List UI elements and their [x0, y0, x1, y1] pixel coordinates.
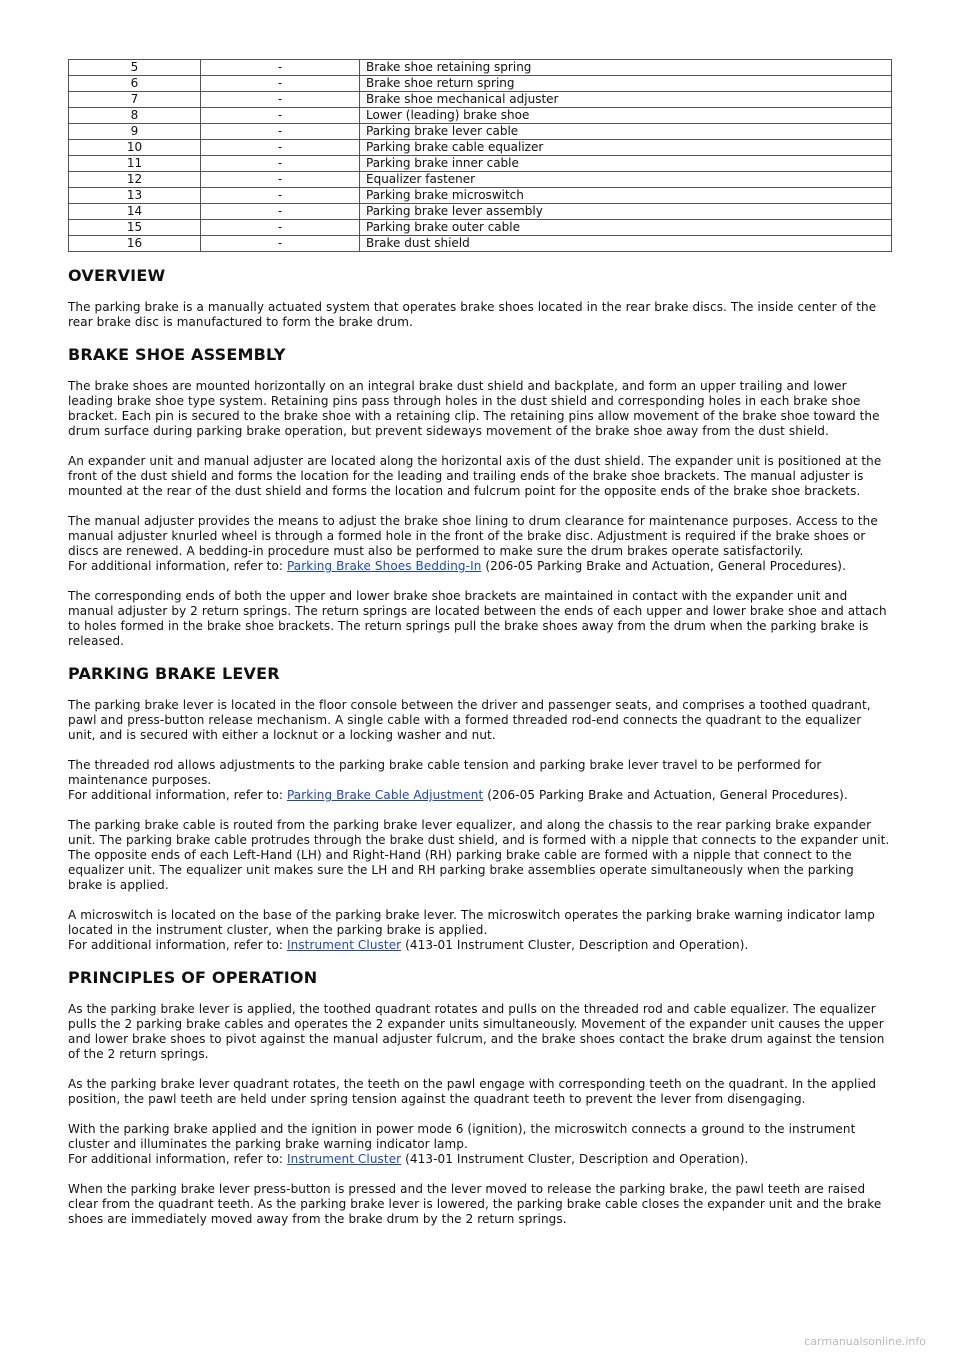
table-row: [69, 172, 892, 188]
parking-brake-lever-heading: PARKING BRAKE LEVER: [68, 664, 280, 683]
table-row: [69, 60, 892, 76]
table-row: [69, 76, 892, 92]
table-row: [69, 236, 892, 252]
part-number: 7: [69, 92, 201, 108]
part-number: 6: [69, 76, 201, 92]
principles-paragraph-3-text: With the parking brake applied and the ignition in power mode 6 (ignition), the microswitch connects a ground to the instrument cluster and illuminates the parking brake warning indicator lamp.: [68, 1122, 856, 1151]
part-number: 15: [69, 220, 201, 236]
table-row: [69, 124, 892, 140]
lever-paragraph-2-text: The threaded rod allows adjustments to the parking brake cable tension and parking brake lever travel to be performed for maintenance purposes.: [68, 758, 822, 787]
part-separator: -: [201, 236, 360, 252]
table-row: [69, 108, 892, 124]
instrument-cluster-link[interactable]: Instrument Cluster: [286, 938, 402, 952]
principles-paragraph-3: [68, 1122, 892, 1167]
part-description: Brake shoe return spring: [360, 76, 892, 92]
part-description: Parking brake outer cable: [360, 220, 892, 236]
part-number: 12: [69, 172, 201, 188]
instrument-cluster-link-2[interactable]: Instrument Cluster: [286, 1152, 402, 1166]
table-row: [69, 92, 892, 108]
lever-ref2-prefix: For additional information, refer to:: [68, 938, 287, 952]
shoe-paragraph-2: An expander unit and manual adjuster are located along the horizontal axis of the dust shield. The expander unit is positioned at the front of the dust shield and forms the location for the leading and trailing ends of the brake shoe brackets. The manual adjuster is mounted at the rear of the dust shield and forms the location and fulcrum point for the opposite ends of the brake shoe brackets.: [68, 454, 882, 498]
part-number: 11: [69, 156, 201, 172]
part-number: 8: [69, 108, 201, 124]
part-description: Lower (leading) brake shoe: [360, 108, 892, 124]
part-separator: -: [201, 188, 360, 204]
part-separator: -: [201, 204, 360, 220]
table-row: [69, 188, 892, 204]
part-separator: -: [201, 92, 360, 108]
lever-ref-suffix: (206-05 Parking Brake and Actuation, General Procedures).: [483, 788, 848, 802]
part-description: Parking brake lever cable: [360, 124, 892, 140]
principles-paragraph-1: As the parking brake lever is applied, the toothed quadrant rotates and pulls on the threaded rod and cable equalizer. The equalizer pulls the 2 parking brake cables and operates the 2 expander units simultaneously. Movement of the expander unit causes the upper and lower brake shoes to pivot against the manual adjuster fulcrum, and the brake shoes contact the brake drum against the tension of the 2 return springs.: [68, 1002, 885, 1061]
lever-paragraph-2: [68, 758, 892, 803]
shoe-paragraph-3-text: The manual adjuster provides the means to adjust the brake shoe lining to drum clearance for maintenance purposes. Access to the manual adjuster knurled wheel is through a formed hole in the front of the brake disc. Adjustment is required if the brake shoes or discs are renewed. A bedding-in procedure must also be performed to make sure the drum brakes operate satisfactorily.: [68, 514, 878, 558]
lever-paragraph-3: The parking brake cable is routed from the parking brake lever equalizer, and along the chassis to the rear parking brake expander unit. The parking brake cable protrudes through the brake dust shield, and is formed with a nipple that connects to the expander unit. The opposite ends of each Left-Hand (LH) and Right-Hand (RH) parking brake cable are formed with a nipple that connect to the equalizer unit. The equalizer unit makes sure the LH and RH parking brake assemblies operate simultaneously when the parking brake is applied.: [68, 818, 890, 892]
part-description: Brake shoe mechanical adjuster: [360, 92, 892, 108]
shoe-paragraph-1: The brake shoes are mounted horizontally on an integral brake dust shield and backplate, and form an upper trailing and lower leading brake shoe type system. Retaining pins pass through holes in the dust shield and corresponding holes in each brake shoe bracket. Each pin is secured to the brake shoe with a retaining clip. The retaining pins allow movement of the brake shoe toward the drum surface during parking brake operation, but prevent sideways movement of the brake shoe away from the dust shield.: [68, 379, 880, 438]
part-description: Parking brake cable equalizer: [360, 140, 892, 156]
shoe-ref-prefix: For additional information, refer to:: [68, 559, 287, 573]
table-row: [69, 140, 892, 156]
shoe-ref-suffix: (206-05 Parking Brake and Actuation, General Procedures).: [481, 559, 846, 573]
part-number: 5: [69, 60, 201, 76]
overview-paragraph-1: The parking brake is a manually actuated system that operates brake shoes located in the rear brake discs. The inside center of the rear brake disc is manufactured to form the brake drum.: [68, 300, 877, 329]
part-description: Equalizer fastener: [360, 172, 892, 188]
table-row: [69, 204, 892, 220]
part-separator: -: [201, 220, 360, 236]
part-description: Parking brake inner cable: [360, 156, 892, 172]
principles-ref-suffix: (413-01 Instrument Cluster, Description and Operation).: [401, 1152, 749, 1166]
part-separator: -: [201, 76, 360, 92]
part-separator: -: [201, 60, 360, 76]
part-separator: -: [201, 172, 360, 188]
parts-table: [68, 59, 892, 252]
principles-paragraph-2: As the parking brake lever quadrant rotates, the teeth on the pawl engage with corresponding teeth on the quadrant. In the applied position, the pawl teeth are held under spring tension against the quadrant teeth to prevent the lever from disengaging.: [68, 1077, 877, 1106]
lever-ref-prefix: For additional information, refer to:: [68, 788, 287, 802]
document-page: [68, 59, 892, 1242]
lever-paragraph-4-text: A microswitch is located on the base of the parking brake lever. The microswitch operates the parking brake warning indicator lamp located in the instrument cluster, when the parking brake is applied.: [68, 908, 875, 937]
part-number: 9: [69, 124, 201, 140]
part-description: Brake dust shield: [360, 236, 892, 252]
part-number: 16: [69, 236, 201, 252]
overview-heading: OVERVIEW: [68, 266, 166, 285]
watermark: carmanualsonline.info: [804, 1335, 926, 1348]
lever-paragraph-1: The parking brake lever is located in the floor console between the driver and passenger seats, and comprises a toothed quadrant, pawl and press-button release mechanism. A single cable with a formed threaded rod-end connects the quadrant to the equalizer unit, and is secured with either a locknut or a locking washer and nut.: [68, 698, 871, 742]
part-description: Parking brake lever assembly: [360, 204, 892, 220]
principles-paragraph-4: When the parking brake lever press-button is pressed and the lever moved to release the parking brake, the pawl teeth are raised clear from the quadrant teeth. As the parking brake lever is lowered, the parking brake cable closes the expander unit and the brake shoes are immediately moved away from the brake drum by the 2 return springs.: [68, 1182, 882, 1226]
table-row: [69, 156, 892, 172]
part-number: 13: [69, 188, 201, 204]
brake-shoe-heading: BRAKE SHOE ASSEMBLY: [68, 345, 286, 364]
part-description: Parking brake microswitch: [360, 188, 892, 204]
part-separator: -: [201, 124, 360, 140]
principles-heading: PRINCIPLES OF OPERATION: [68, 968, 318, 987]
part-description: Brake shoe retaining spring: [360, 60, 892, 76]
part-number: 14: [69, 204, 201, 220]
parking-brake-cable-adjustment-link[interactable]: Parking Brake Cable Adjustment: [286, 788, 484, 802]
part-separator: -: [201, 108, 360, 124]
lever-ref2-suffix: (413-01 Instrument Cluster, Description and Operation).: [401, 938, 749, 952]
part-separator: -: [201, 140, 360, 156]
part-separator: -: [201, 156, 360, 172]
lever-paragraph-4: [68, 908, 892, 953]
shoe-paragraph-3: [68, 514, 892, 574]
shoe-paragraph-4: The corresponding ends of both the upper and lower brake shoe brackets are maintained in contact with the expander unit and manual adjuster by 2 return springs. The return springs are located between the ends of each upper and lower brake shoe and attach to holes formed in the brake shoe brackets. The return springs pull the brake shoes away from the drum when the parking brake is released.: [68, 589, 887, 648]
parking-brake-shoes-bedding-in-link[interactable]: Parking Brake Shoes Bedding-In: [286, 559, 482, 573]
table-row: [69, 220, 892, 236]
part-number: 10: [69, 140, 201, 156]
principles-ref-prefix: For additional information, refer to:: [68, 1152, 287, 1166]
